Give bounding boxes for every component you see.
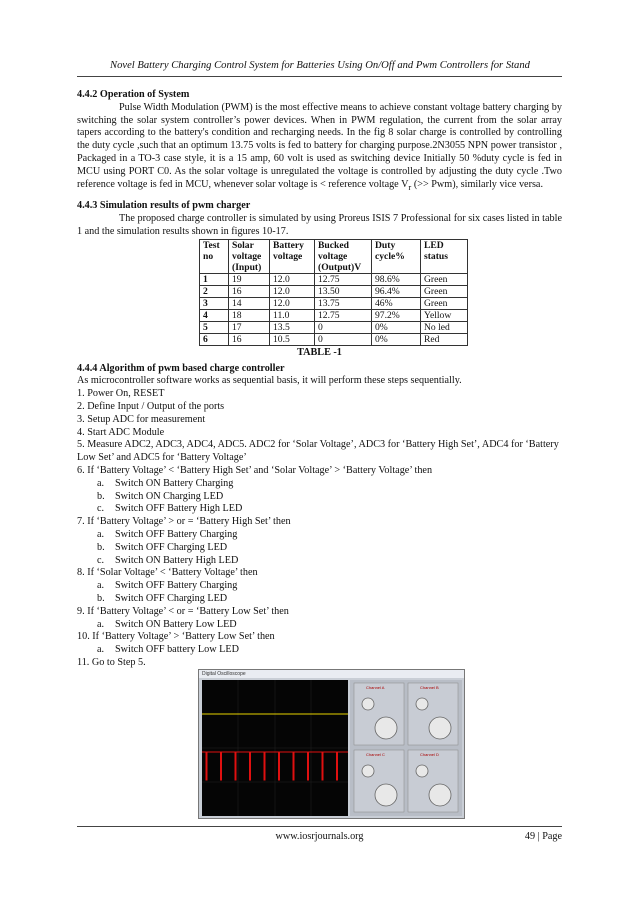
algorithm-substep [77, 542, 562, 555]
table-cell: Green [421, 285, 468, 297]
algorithm-step: 8. If ‘Solar Voltage’ < ‘Battery Voltage’ then [77, 567, 258, 579]
knob[interactable] [362, 698, 374, 710]
table-cell: 6 [200, 333, 229, 345]
knob[interactable] [416, 698, 428, 710]
substep-marker: c. [97, 554, 105, 566]
table-cell: 16 [229, 333, 270, 345]
channel-label: Channel C [366, 752, 385, 757]
col-battery: Battery voltage [270, 239, 315, 273]
table-cell: 17 [229, 321, 270, 333]
algorithm-step: 4. Start ADC Module [77, 426, 165, 438]
table-cell: 13.50 [315, 285, 372, 297]
table-cell: 0 [315, 321, 372, 333]
table-cell: 0% [372, 333, 421, 345]
algorithm-substep [77, 593, 562, 606]
substep-text: Switch ON Battery Charging [115, 477, 234, 489]
col-bucked: Bucked voltage (Output)V [315, 239, 372, 273]
table-row [200, 333, 468, 345]
substep-marker: b. [97, 490, 105, 502]
page-content [77, 89, 562, 670]
table-cell: 12.0 [270, 297, 315, 309]
channel-label: Channel A [366, 685, 385, 690]
table-cell: 3 [200, 297, 229, 309]
algorithm-substep [77, 555, 562, 568]
algorithm-step: 6. If ‘Battery Voltage’ < ‘Battery High Set’ and ‘Solar Voltage’ > ‘Battery Voltage’ then [77, 464, 433, 476]
table-cell: 12.75 [315, 273, 372, 285]
table-cell: 98.6% [372, 273, 421, 285]
algorithm-step: 10. If ‘Battery Voltage’ > ‘Battery Low Set’ then [77, 631, 275, 643]
substep-marker: c. [97, 503, 105, 515]
algorithm-substep [77, 529, 562, 542]
table-cell: 5 [200, 321, 229, 333]
channel-label: Channel D [420, 752, 439, 757]
table-row [200, 321, 468, 333]
table-cell: 4 [200, 309, 229, 321]
col-duty: Duty cycle% [372, 239, 421, 273]
table-cell: 16 [229, 285, 270, 297]
table-cell: No led [421, 321, 468, 333]
table-cell: 12.0 [270, 285, 315, 297]
table-cell: 13.5 [270, 321, 315, 333]
section-body-442 [77, 102, 562, 194]
table-cell: 11.0 [270, 309, 315, 321]
substep-text: Switch ON Battery Low LED [115, 618, 237, 630]
table-cell: 0 [315, 333, 372, 345]
algorithm-substep [77, 619, 562, 632]
knob[interactable] [362, 765, 374, 777]
oscilloscope-figure [198, 669, 465, 819]
body-text: (>> Pwm), similarly vice versa. [411, 178, 543, 190]
table-cell: Yellow [421, 309, 468, 321]
col-solar: Solar voltage (Input) [229, 239, 270, 273]
table-cell: Green [421, 273, 468, 285]
table-cell: 18 [229, 309, 270, 321]
substep-marker: b. [97, 541, 105, 553]
substep-text: Switch OFF Battery Charging [115, 528, 238, 540]
section-heading-442: 4.4.2 Operation of System [77, 89, 190, 100]
algorithm-steps [77, 388, 562, 670]
col-led: LED status [421, 239, 468, 273]
algorithm-substep [77, 644, 562, 657]
running-header: Novel Battery Charging Control System for Batteries Using On/Off and Pwm Controllers for Stand [110, 60, 530, 71]
substep-text: Switch OFF Charging LED [115, 592, 228, 604]
substep-marker: b. [97, 592, 105, 604]
table-cell: 96.4% [372, 285, 421, 297]
body-text: Pulse Width Modulation (PWM) is the most effective means to achieve constant voltage battery charging by switching the solar system controller’s power devices. When in PWM regulation, the current from the solar array tapers according to the battery's condition and recharging needs. In the fig 8 solar charge is controlled by controlling the duty cycle ,such that an optimum 13.75 volts is fed to battery for charging purpose.2N3055 NPN power transistor , Packaged in a TO-3 case style, it is a 15 amp, 60 volt is used as switching device Initially 50 %duty cycle is fed in MCU using PORT C0. As the solar voltage is unregulated the voltage is controlled by adjusting the duty cycle .Two reference voltage is fed in MCU, whenever solar voltage is < reference voltage V [77, 101, 562, 190]
section-body-443: The proposed charge controller is simulated by using Proreus ISIS 7 Professional for six cases listed in table 1 and the simulation results shown in figures 10-17. [77, 213, 562, 237]
header-rule [77, 76, 562, 77]
footer-rule [77, 826, 562, 827]
substep-marker: a. [97, 580, 105, 592]
table-cell: 12.0 [270, 273, 315, 285]
knob[interactable] [375, 784, 397, 806]
table-cell: 12.75 [315, 309, 372, 321]
col-test: Test no [200, 239, 229, 273]
section-intro-444: As microcontroller software works as sequential basis, it will perform these steps sequentially. [77, 375, 462, 387]
knob[interactable] [375, 717, 397, 739]
table-cell: 0% [372, 321, 421, 333]
substep-text: Switch ON Battery High LED [115, 554, 239, 566]
section-heading-443: 4.4.3 Simulation results of pwm charger [77, 200, 251, 212]
results-table [199, 239, 468, 346]
substep-text: Switch OFF Charging LED [115, 541, 228, 553]
table-cell: Green [421, 297, 468, 309]
table-row [200, 309, 468, 321]
algorithm-step: 11. Go to Step 5. [77, 656, 146, 668]
algorithm-step: 7. If ‘Battery Voltage’ > or = ‘Battery High Set’ then [77, 516, 291, 528]
knob[interactable] [429, 717, 451, 739]
substep-marker: a. [97, 477, 105, 489]
table-caption: TABLE -1 [297, 346, 342, 358]
table-cell: 97.2% [372, 309, 421, 321]
algorithm-substep [77, 478, 562, 491]
scope-traces [202, 680, 348, 816]
scope-control-panel [350, 680, 462, 816]
section-heading-444: 4.4.4 Algorithm of pwm based charge controller [77, 362, 285, 374]
substep-text: Switch OFF Battery Charging [115, 580, 238, 592]
algorithm-step: 9. If ‘Battery Voltage’ < or = ‘Battery Low Set’ then [77, 605, 289, 617]
table-row [200, 297, 468, 309]
substep-text: Switch OFF battery Low LED [115, 644, 239, 656]
algorithm-substep [77, 580, 562, 593]
algorithm-step: 2. Define Input / Output of the ports [77, 400, 225, 412]
subscript: r [408, 181, 412, 192]
channel-label: Channel B [420, 685, 439, 690]
table-header-row [200, 239, 468, 273]
algorithm-step: 5. Measure ADC2, ADC3, ADC4, ADC5. ADC2 for ‘Solar Voltage’, ADC3 for ‘Battery High Set’, ADC4 for ‘Battery Low Set’ and ADC5 for ‘Battery Voltage’ [77, 439, 559, 464]
algorithm-substep [77, 491, 562, 504]
table-cell: 10.5 [270, 333, 315, 345]
substep-text: Switch ON Charging LED [115, 490, 224, 502]
table-cell: 46% [372, 297, 421, 309]
table-cell: 13.75 [315, 297, 372, 309]
substep-marker: a. [97, 618, 105, 630]
table-cell: 19 [229, 273, 270, 285]
table-row [200, 285, 468, 297]
scope-screen [202, 680, 348, 816]
table-cell: 2 [200, 285, 229, 297]
table-cell: 1 [200, 273, 229, 285]
window-title: Digital Oscilloscope [199, 670, 464, 678]
page-number: 49 | Page [524, 831, 562, 842]
substep-marker: a. [97, 528, 105, 540]
control-knobs [350, 680, 462, 816]
algorithm-substep [77, 503, 562, 516]
table-cell: 14 [229, 297, 270, 309]
knob[interactable] [416, 765, 428, 777]
knob[interactable] [429, 784, 451, 806]
table-cell: Red [421, 333, 468, 345]
substep-text: Switch OFF Battery High LED [115, 503, 243, 515]
substep-marker: a. [97, 644, 105, 656]
table-row [200, 273, 468, 285]
algorithm-step: 1. Power On, RESET [77, 388, 165, 400]
algorithm-step: 3. Setup ADC for measurement [77, 413, 206, 425]
journal-url[interactable]: www.iosrjournals.org [275, 831, 364, 842]
